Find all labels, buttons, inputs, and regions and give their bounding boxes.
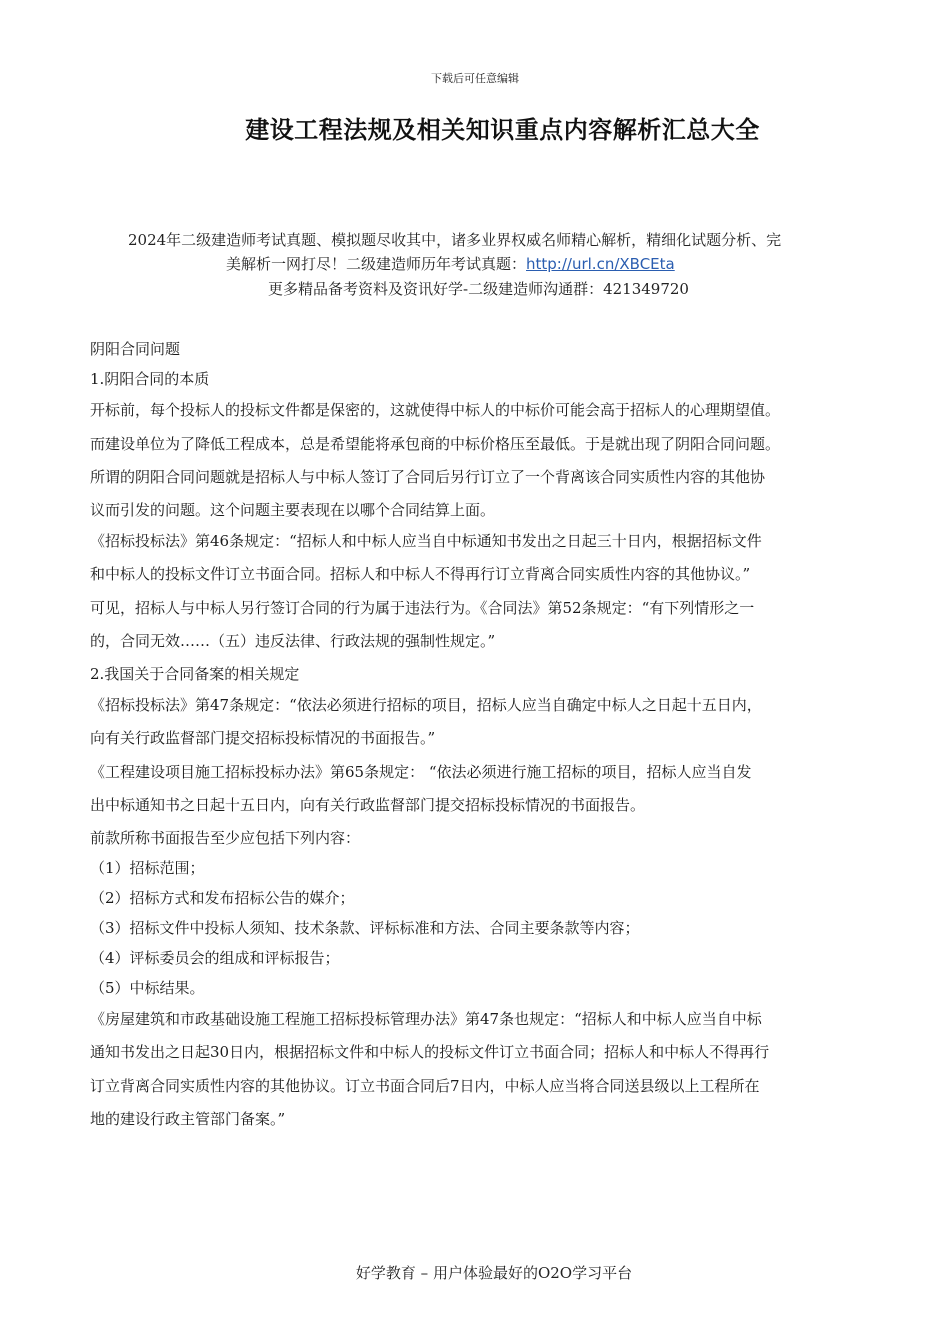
body-paragraph: （1）招标范围； (90, 858, 205, 877)
body-paragraph: 前款所称书面报告至少应包括下列内容： (90, 828, 361, 847)
page-footer: 好学教育 – 用户体验最好的O2O学习平台 (355, 1264, 633, 1282)
body-paragraph: （5）中标结果。 (90, 978, 205, 997)
body-paragraph: 阴阳合同问题 (90, 340, 181, 358)
exam-link[interactable]: http://url.cn/XBCEta (526, 255, 675, 273)
page-title: 建设工程法规及相关知识重点内容解析汇总大全 (245, 115, 760, 144)
body-paragraph: 和中标人的投标文件订立书面合同。招标人和中标人不得再行订立背离合同实质性内容的其他协议。” (90, 565, 751, 583)
body-paragraph: 《招标投标法》第46条规定：“招标人和中标人应当自中标通知书发出之日起三十日内，根据招标文件 (90, 531, 762, 550)
body-paragraph: 通知书发出之日起30日内，根据招标文件和中标人的投标文件订立书面合同；招标人和中标人不得再行 (90, 1043, 770, 1061)
intro-line-3: 更多精品备考资料及资讯好学-二级建造师沟通群：421349720 (268, 280, 689, 298)
body-paragraph: （4）评标委员会的组成和评标报告； (90, 948, 340, 967)
document-body (90, 334, 860, 1137)
body-paragraph: 《房屋建筑和市政基础设施工程施工招标投标管理办法》第47条也规定：“招标人和中标人应当自中标 (90, 1009, 762, 1028)
body-paragraph: 地的建设行政主管部门备案。” (90, 1110, 286, 1128)
body-paragraph: 出中标通知书之日起十五日内，向有关行政监督部门提交招标投标情况的书面报告。 (90, 796, 646, 814)
body-paragraph: 《工程建设项目施工招标投标办法》第65条规定： “依法必须进行施工招标的项目，招标人应当自发 (90, 762, 752, 781)
body-paragraph: 1.阴阳合同的本质 (90, 370, 210, 388)
body-paragraph: 议而引发的问题。这个问题主要表现在以哪个合同结算上面。 (90, 500, 496, 519)
body-paragraph: 可见，招标人与中标人另行签订合同的行为属于违法行为。《合同法》第52条规定：“有下列情形之一 (90, 598, 755, 617)
body-paragraph: 2.我国关于合同备案的相关规定 (90, 664, 300, 683)
body-paragraph: 向有关行政监督部门提交招标投标情况的书面报告。” (90, 729, 436, 747)
intro-block (128, 228, 868, 301)
body-paragraph: 订立背离合同实质性内容的其他协议。订立书面合同后7日内，中标人应当将合同送县级以上工程所在 (90, 1076, 760, 1095)
body-paragraph: 所谓的阴阳合同问题就是招标人与中标人签订了合同后另行订立了一个背离该合同实质性内容的其他协 (90, 468, 766, 486)
body-paragraph: 的，合同无效……（五）违反法律、行政法规的强制性规定。” (90, 632, 496, 650)
body-paragraph: （3）招标文件中投标人须知、技术条款、评标标准和方法、合同主要条款等内容； (90, 918, 640, 937)
intro-line-1: 2024年二级建造师考试真题、模拟题尽收其中，诸多业界权威名师精心解析，精细化试题分析、完 (128, 231, 782, 249)
body-paragraph: （2）招标方式和发布招标公告的媒介； (90, 888, 355, 907)
body-paragraph: 《招标投标法》第47条规定：“依法必须进行招标的项目，招标人应当自确定中标人之日起十五日内， (90, 695, 762, 714)
body-paragraph: 开标前，每个投标人的投标文件都是保密的，这就使得中标人的中标价可能会高于招标人的心理期望值。 (90, 401, 781, 419)
intro-line-2-text: 美解析一网打尽！二级建造师历年考试真题： (226, 255, 527, 273)
edit-note: 下载后可任意编辑 (431, 72, 519, 85)
intro-line-2 (128, 252, 868, 276)
body-paragraph: 而建设单位为了降低工程成本，总是希望能将承包商的中标价格压至最低。于是就出现了阴阳合同问题。 (90, 434, 781, 453)
